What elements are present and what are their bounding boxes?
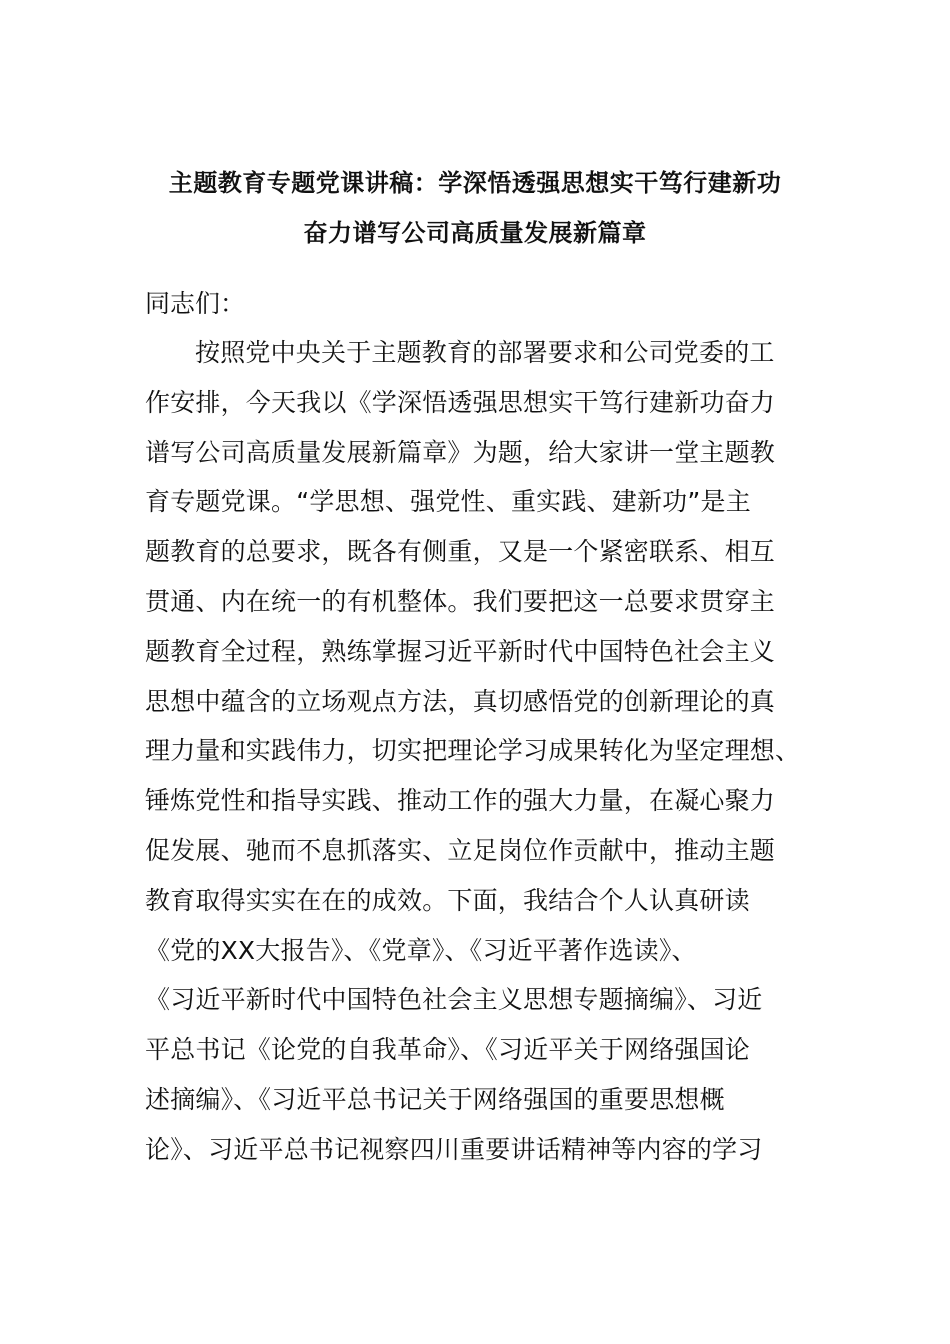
body-line-14: 《习近平新时代中国特色社会主义思想专题摘编》、习近 [145, 985, 763, 1015]
body-paragraph [145, 328, 825, 1175]
body-line-2: 作安排，今天我以《学深悟透强思想实干笃行建新功奋力 [145, 387, 776, 417]
body-line-4: 育专题党课。“学思想、强党性、重实践、建新功”是主 [145, 487, 751, 517]
body-line-5: 题教育的总要求，既各有侧重，又是一个紧密联系、相互 [145, 537, 776, 567]
document-title [130, 158, 820, 258]
title-line-2: 奋力谱写公司高质量发展新篇章 [303, 219, 647, 247]
body-line-15: 平总书记《论党的自我革命》、《习近平关于网络强国论 [145, 1035, 751, 1065]
body-line-11: 促发展、驰而不息抓落实、立足岗位作贡献中，推动主题 [145, 835, 776, 865]
body-line-17: 论》、习近平总书记视察四川重要讲话精神等内容的学习 [145, 1134, 763, 1164]
salutation: 同志们： [145, 289, 246, 318]
body-line-1: 按照党中央关于主题教育的部署要求和公司党委的工 [195, 338, 775, 367]
body-line-3: 谱写公司高质量发展新篇章》为题，给大家讲一堂主题教 [145, 437, 776, 467]
body-line-12: 教育取得实实在在的成效。下面，我结合个人认真研读 [145, 885, 750, 915]
body-line-6: 贯通、内在统一的有机整体。我们要把这一总要求贯穿主 [145, 586, 776, 616]
body-line-10: 锤炼党性和指导实践、推动工作的强大力量，在凝心聚力 [145, 786, 776, 816]
body-line-7: 题教育全过程，熟练掌握习近平新时代中国特色社会主义 [145, 636, 776, 666]
body-line-8: 思想中蕴含的立场观点方法，真切感悟党的创新理论的真 [145, 686, 776, 716]
title-line-1: 主题教育专题党课讲稿：学深悟透强思想实干笃行建新功 [168, 169, 782, 197]
body-line-16: 述摘编》、《习近平总书记关于网络强国的重要思想概 [145, 1084, 725, 1114]
body-line-9: 理力量和实践伟力，切实把理论学习成果转化为坚定理想、 [145, 736, 801, 766]
body-line-13: 《党的XX大报告》、《党章》、《习近平著作选读》、 [145, 935, 697, 965]
